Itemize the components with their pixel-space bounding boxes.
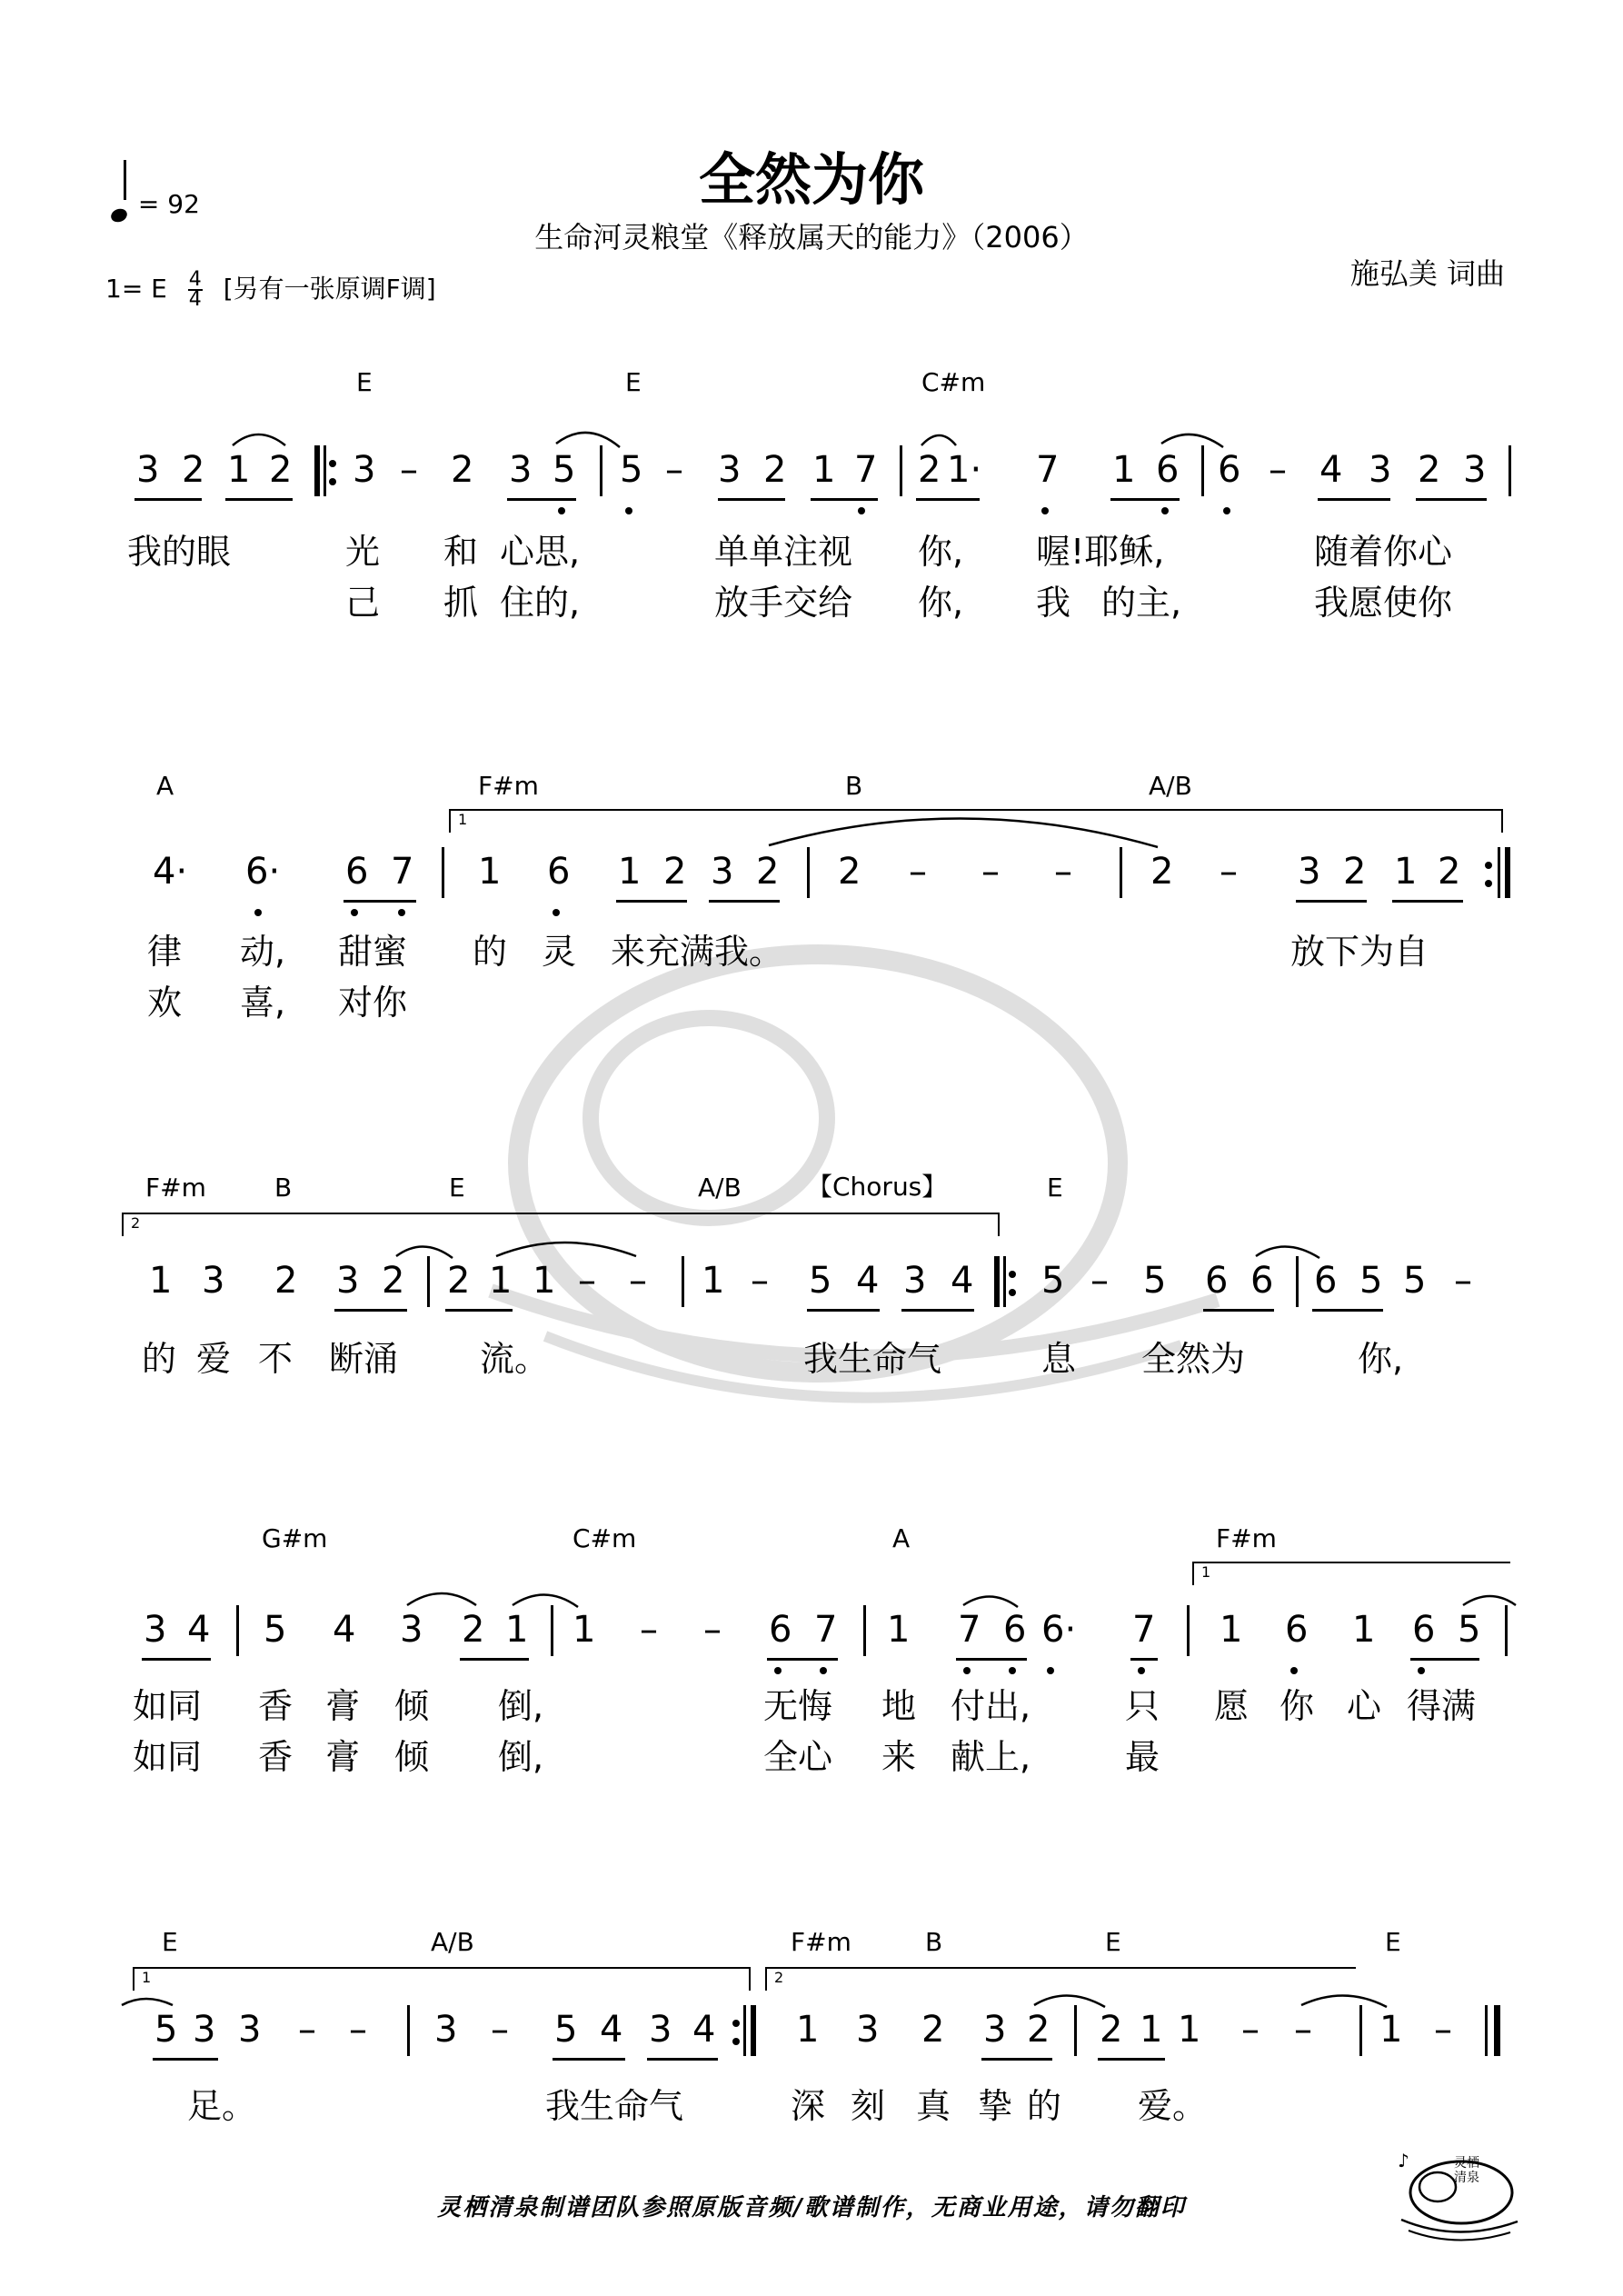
song-subtitle: 生命河灵粮堂《释放属天的能力》（2006）	[534, 220, 1089, 255]
note: 6	[345, 851, 369, 893]
note: 4	[692, 2009, 716, 2051]
lyric: 住的,	[500, 583, 581, 623]
lyric: 最	[1125, 1737, 1160, 1777]
lyric: 我生命气	[803, 1339, 942, 1379]
chord-4-1: G#m	[262, 1523, 328, 1553]
note: 1	[812, 449, 836, 491]
lyric: 己	[345, 583, 381, 623]
volta-number: 2	[131, 1214, 141, 1232]
lyric: 香	[258, 1686, 294, 1726]
note: 1	[227, 449, 251, 491]
chord-3-3: E	[449, 1173, 465, 1203]
slur	[1256, 1246, 1319, 1258]
lyric: 倾	[394, 1737, 430, 1777]
chord-2-2: F#m	[478, 771, 539, 801]
note: –	[909, 851, 927, 893]
note: 1	[1140, 2009, 1163, 2051]
note: 1	[887, 1609, 911, 1651]
note: 1	[618, 851, 642, 893]
note: 1	[1379, 2009, 1403, 2051]
note: 7	[958, 1609, 981, 1651]
note: 7	[854, 449, 878, 491]
note: –	[1269, 449, 1287, 491]
note: 7	[1132, 1609, 1156, 1651]
lyric: 爱	[196, 1339, 232, 1379]
lyric: 倒,	[498, 1737, 544, 1777]
note: 1	[1112, 449, 1136, 491]
note: –	[1454, 1260, 1472, 1302]
time-signature-bottom: 4	[188, 288, 202, 311]
lyric: 你,	[1358, 1339, 1404, 1379]
note: 1	[573, 1609, 596, 1651]
lyric: 欢	[147, 983, 183, 1023]
note: 1	[1352, 1609, 1376, 1651]
chorus-label: 【Chorus】	[807, 1172, 948, 1202]
note: –	[400, 449, 418, 491]
note: 5	[264, 1609, 287, 1651]
note: 4	[856, 1260, 880, 1302]
lyric: 律	[147, 932, 183, 972]
slur	[233, 434, 285, 445]
lyric: 挚	[978, 2086, 1013, 2126]
lyric: 单单注视	[714, 532, 853, 572]
lyric: 来充满我。	[611, 932, 784, 972]
note: 2	[1150, 851, 1174, 893]
note: –	[1054, 851, 1072, 893]
note: 3	[238, 2009, 262, 2051]
note: 2	[382, 1260, 405, 1302]
lyric: 甜蜜	[338, 932, 408, 972]
note: 6	[1314, 1260, 1338, 1302]
note: 4	[951, 1260, 974, 1302]
volta-number: 2	[774, 1969, 784, 1986]
lyric: 的主,	[1101, 583, 1182, 623]
note: –	[298, 2009, 316, 2051]
note: 5	[809, 1260, 832, 1302]
note: –	[703, 1609, 722, 1651]
chord-2-3: B	[845, 771, 863, 801]
note: 2	[756, 851, 780, 893]
note: 5	[554, 2009, 578, 2051]
note: 3	[336, 1260, 360, 1302]
note: 7	[391, 851, 414, 893]
note: 3	[903, 1260, 927, 1302]
note: 3	[400, 1609, 423, 1651]
note: 2	[451, 449, 474, 491]
slur	[963, 1596, 1018, 1607]
note: 6	[1156, 449, 1180, 491]
lyric: 地	[881, 1686, 917, 1726]
lyric: 心	[1347, 1686, 1382, 1726]
slur	[407, 1593, 476, 1605]
slur	[921, 435, 956, 445]
note: 6·	[245, 851, 281, 893]
time-signature-top: 4	[188, 268, 202, 291]
slur	[1034, 1995, 1105, 2007]
note: 5	[1041, 1260, 1065, 1302]
volta-number: 1	[1201, 1563, 1211, 1581]
chord-2-4: A/B	[1149, 771, 1192, 801]
tempo-value: = 92	[137, 189, 200, 219]
chord-3-4: A/B	[698, 1173, 742, 1203]
chord-5-1: E	[162, 1927, 178, 1957]
lyric: 倾	[394, 1686, 430, 1726]
note: 5	[553, 449, 576, 491]
note: 3	[202, 1260, 225, 1302]
lyric: 我	[1036, 583, 1071, 623]
note: 6	[1205, 1260, 1229, 1302]
lyric: 和	[443, 532, 479, 572]
lyric: 刻	[851, 2086, 886, 2126]
slur	[1301, 1995, 1387, 2007]
note: 6	[1250, 1260, 1274, 1302]
chord-5-5: E	[1105, 1927, 1121, 1957]
chord-5-3: F#m	[791, 1927, 851, 1957]
note: 1·	[947, 449, 982, 491]
note: –	[1220, 851, 1238, 893]
lyric: 我的眼	[127, 532, 232, 572]
note: 1	[702, 1260, 725, 1302]
note: 5	[1359, 1260, 1383, 1302]
lyric: 足。	[187, 2086, 257, 2126]
note: 2	[1418, 449, 1441, 491]
note: 4	[187, 1609, 211, 1651]
note: –	[640, 1609, 658, 1651]
lyric: 如同	[133, 1737, 203, 1777]
note: –	[1090, 1260, 1109, 1302]
note: 3	[509, 449, 533, 491]
chord-5-4: B	[925, 1927, 943, 1957]
note: 2	[1100, 2009, 1123, 2051]
lyric: 膏	[325, 1737, 361, 1777]
lyric: 你,	[918, 532, 964, 572]
note: –	[491, 2009, 509, 2051]
song-title: 全然为你	[698, 146, 924, 213]
note: –	[1294, 2009, 1312, 2051]
note: 2	[1027, 2009, 1050, 2051]
lyric: 你	[1279, 1686, 1315, 1726]
lyric: 抓	[443, 583, 479, 623]
note: –	[1434, 2009, 1452, 2051]
lyric: 喜,	[240, 983, 286, 1023]
lyric: 膏	[325, 1686, 361, 1726]
lyric: 不	[258, 1339, 294, 1379]
lyric: 的	[1027, 2086, 1062, 2126]
note: 4	[1319, 449, 1343, 491]
note: 6	[1412, 1609, 1436, 1651]
note: 3	[1298, 851, 1321, 893]
slur	[513, 1594, 578, 1607]
note: 3	[1369, 449, 1392, 491]
note: 2	[918, 449, 941, 491]
note: 3	[193, 2009, 216, 2051]
chord-3-5: E	[1047, 1173, 1063, 1203]
lyric: 愿	[1214, 1686, 1250, 1726]
slur	[496, 1243, 636, 1256]
note: 5	[1458, 1609, 1481, 1651]
note: –	[629, 1260, 647, 1302]
lyric: 爱。	[1138, 2086, 1208, 2126]
lyric: 光	[345, 532, 381, 572]
chord-3-2: B	[274, 1173, 293, 1203]
lyric: 深	[791, 2086, 826, 2126]
lyric: 香	[258, 1737, 294, 1777]
lyric: 献上,	[951, 1737, 1031, 1777]
lyric: 来	[881, 1737, 917, 1777]
lyric: 流。	[480, 1339, 550, 1379]
lyric: 灵	[542, 932, 577, 972]
note: 3	[649, 2009, 672, 2051]
note: 2	[1343, 851, 1367, 893]
chord-5-6: E	[1385, 1927, 1401, 1957]
note: 4	[333, 1609, 356, 1651]
chord-4-2: C#m	[573, 1523, 637, 1553]
slur	[769, 818, 1158, 847]
note: –	[981, 851, 1000, 893]
chord-3-1: F#m	[145, 1173, 206, 1203]
chord-4-4: F#m	[1216, 1523, 1277, 1553]
slur	[396, 1246, 453, 1258]
note: –	[751, 1260, 769, 1302]
volta-number: 1	[458, 811, 468, 828]
note: 5	[1403, 1260, 1427, 1302]
note: 2	[763, 449, 787, 491]
key-label: 1= E	[105, 274, 167, 304]
note: 7	[814, 1609, 838, 1651]
note: 3	[144, 1609, 167, 1651]
note: 3	[983, 2009, 1007, 2051]
note: 6	[547, 851, 571, 893]
lyric: 只	[1125, 1686, 1160, 1726]
lyric: 对你	[338, 983, 408, 1023]
note: 2	[663, 851, 687, 893]
note: 3	[434, 2009, 458, 2051]
note: 6	[1003, 1609, 1027, 1651]
note: 1	[505, 1609, 529, 1651]
note: 5	[620, 449, 643, 491]
note: 1	[149, 1260, 173, 1302]
lyric: 倒,	[498, 1686, 544, 1726]
lyric: 放下为自	[1290, 932, 1429, 972]
note: 6·	[1041, 1609, 1077, 1651]
note: 3	[711, 851, 734, 893]
lyric: 真	[916, 2086, 951, 2126]
key-note: [另有一张原调F调]	[223, 274, 436, 304]
note: 7	[1036, 449, 1060, 491]
lyric: 全然为	[1141, 1339, 1246, 1379]
author-credit: 施弘美 词曲	[1349, 256, 1505, 291]
slur	[1161, 434, 1223, 447]
note: 1	[1178, 2009, 1201, 2051]
lyric: 心思,	[500, 532, 581, 572]
note: 4	[600, 2009, 623, 2051]
note: 2	[182, 449, 205, 491]
lyric: 的	[142, 1339, 177, 1379]
note: –	[1241, 2009, 1260, 2051]
lyric: 动,	[240, 932, 286, 972]
note: 2	[1438, 851, 1461, 893]
lyric: 我愿使你	[1314, 583, 1453, 623]
lyric: 得满	[1407, 1686, 1477, 1726]
note: 2	[269, 449, 293, 491]
note: –	[665, 449, 683, 491]
note: 6	[1285, 1609, 1309, 1651]
note: 3	[353, 449, 376, 491]
note: 1	[1394, 851, 1418, 893]
note: 4·	[153, 851, 188, 893]
note: 3	[1463, 449, 1487, 491]
lyric: 无悔	[763, 1686, 833, 1726]
note: 6	[769, 1609, 792, 1651]
lyric: 你,	[918, 583, 964, 623]
note: 3	[136, 449, 160, 491]
lyric: 断涌	[329, 1339, 399, 1379]
svg-text:♪: ♪	[1398, 2150, 1409, 2171]
lyric: 息	[1041, 1339, 1077, 1379]
lyric: 喔!耶稣,	[1036, 532, 1165, 572]
lyric: 的	[473, 932, 508, 972]
lyric: 付出,	[951, 1686, 1031, 1726]
chord-1-1: E	[356, 367, 373, 397]
note: 2	[838, 851, 861, 893]
note: 6	[1218, 449, 1241, 491]
note: 5	[1143, 1260, 1167, 1302]
note: 2	[462, 1609, 485, 1651]
note: 1	[533, 1260, 556, 1302]
lyric: 我生命气	[545, 2086, 684, 2126]
note: 1	[478, 851, 502, 893]
logo-text: 灵栖清泉	[1454, 2156, 1479, 2185]
note: –	[349, 2009, 367, 2051]
note: 1	[796, 2009, 820, 2051]
slur	[556, 433, 620, 447]
note: 1	[1220, 1609, 1243, 1651]
lyric: 随着你心	[1314, 532, 1453, 572]
note: 3	[718, 449, 742, 491]
chord-4-3: A	[892, 1523, 911, 1553]
note: 2	[447, 1260, 471, 1302]
note: –	[578, 1260, 596, 1302]
chord-1-2: E	[625, 367, 642, 397]
note: 2	[921, 2009, 945, 2051]
note: 2	[274, 1260, 298, 1302]
lyric: 如同	[133, 1686, 203, 1726]
lyric: 全心	[763, 1737, 833, 1777]
note: 5	[154, 2009, 178, 2051]
slur	[122, 1999, 173, 2005]
footer-note: 灵栖清泉制谱团队参照原版音频/歌谱制作，无商业用途，请勿翻印	[437, 2194, 1186, 2221]
note: 1	[489, 1260, 513, 1302]
slur	[1463, 1596, 1516, 1605]
lyric: 放手交给	[714, 583, 853, 623]
chord-1-3: C#m	[921, 367, 986, 397]
chord-2-1: A	[156, 771, 174, 801]
note: 3	[856, 2009, 880, 2051]
volta-number: 1	[142, 1969, 152, 1986]
chord-5-2: A/B	[431, 1927, 474, 1957]
